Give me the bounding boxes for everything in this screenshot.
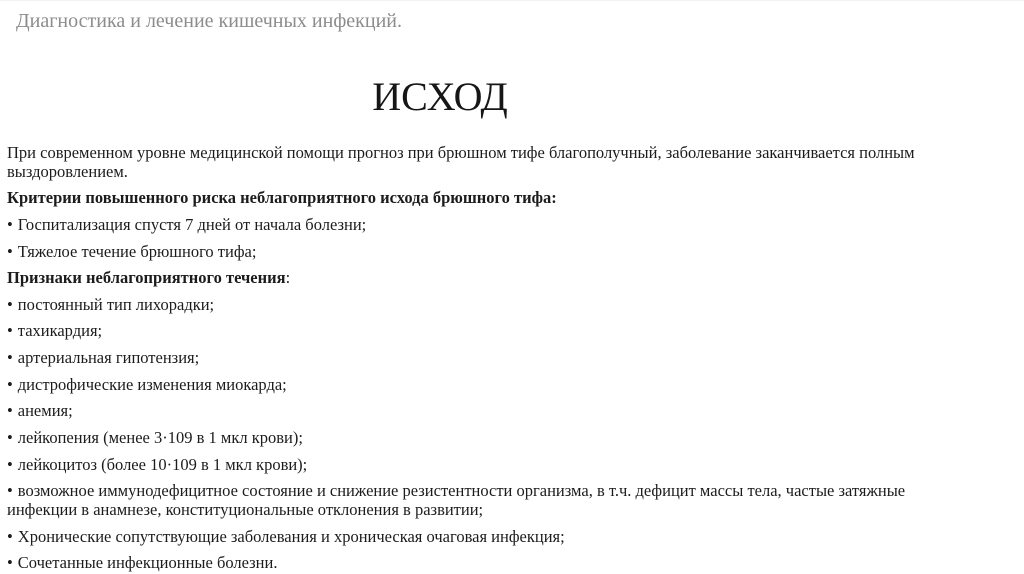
bullet-item [7, 528, 955, 547]
bullet-item [7, 429, 955, 448]
paragraph-text: При современном уровне медицинской помощи прогноз при брюшном тифе благополучный, заболевание заканчивается полным выздоровлением. [7, 143, 915, 181]
paragraph-text: дистрофические изменения миокарда; [17, 374, 287, 394]
bullet-icon: • [7, 294, 13, 314]
bullet-icon: • [7, 428, 13, 448]
bullet-item [7, 402, 955, 421]
paragraph-text: Сочетанные инфекционные болезни. [17, 553, 278, 573]
slide-body [7, 144, 955, 574]
bullet-item [7, 322, 955, 341]
bullet-item [7, 554, 955, 573]
bullet-icon: • [7, 526, 13, 546]
paragraph-text: Тяжелое течение брюшного тифа; [17, 241, 257, 261]
bullet-icon: • [7, 214, 13, 234]
heading-suffix: : [285, 268, 291, 288]
body-paragraph [7, 144, 955, 181]
bullet-icon: • [7, 401, 13, 421]
paragraph-text: Госпитализация спустя 7 дней от начала болезни; [17, 214, 367, 234]
bullet-icon: • [7, 553, 13, 573]
bullet-item [7, 376, 955, 395]
paragraph-text: артериальная гипотензия; [17, 348, 200, 368]
section-heading [7, 269, 955, 288]
slide-header: Диагностика и лечение кишечных инфекций. [16, 10, 402, 32]
bullet-item [7, 349, 955, 368]
bullet-icon: • [7, 241, 13, 261]
bullet-icon: • [7, 481, 13, 501]
bullet-item [7, 216, 955, 235]
paragraph-text: постоянный тип лихорадки; [17, 294, 215, 314]
bullet-item [7, 243, 955, 262]
paragraph-text: возможное иммунодефицитное состояние и снижение резистентности организма, в т.ч. дефицит массы тела, частые затяжные инфекции в анамнезе, конституциональные отклонения в развитии; [7, 481, 906, 519]
paragraph-text: тахикардия; [17, 321, 103, 341]
bullet-icon: • [7, 321, 13, 341]
bullet-item [7, 456, 955, 475]
paragraph-text: Признаки неблагоприятного течения [7, 268, 286, 288]
paragraph-text: лейкоцитоз (более 10·109 в 1 мкл крови); [17, 454, 308, 474]
bullet-icon: • [7, 454, 13, 474]
paragraph-text: лейкопения (менее 3·109 в 1 мкл крови); [17, 428, 303, 448]
paragraph-text: анемия; [17, 401, 73, 421]
paragraph-text: Критерии повышенного риска неблагоприятного исхода брюшного тифа: [7, 188, 557, 208]
page-title: ИСХОД [372, 74, 508, 119]
bullet-icon: • [7, 348, 13, 368]
bullet-item [7, 482, 955, 519]
bullet-item [7, 296, 955, 315]
section-heading [7, 189, 955, 208]
paragraph-text: Хронические сопутствующие заболевания и хроническая очаговая инфекция; [17, 526, 565, 546]
bullet-icon: • [7, 374, 13, 394]
